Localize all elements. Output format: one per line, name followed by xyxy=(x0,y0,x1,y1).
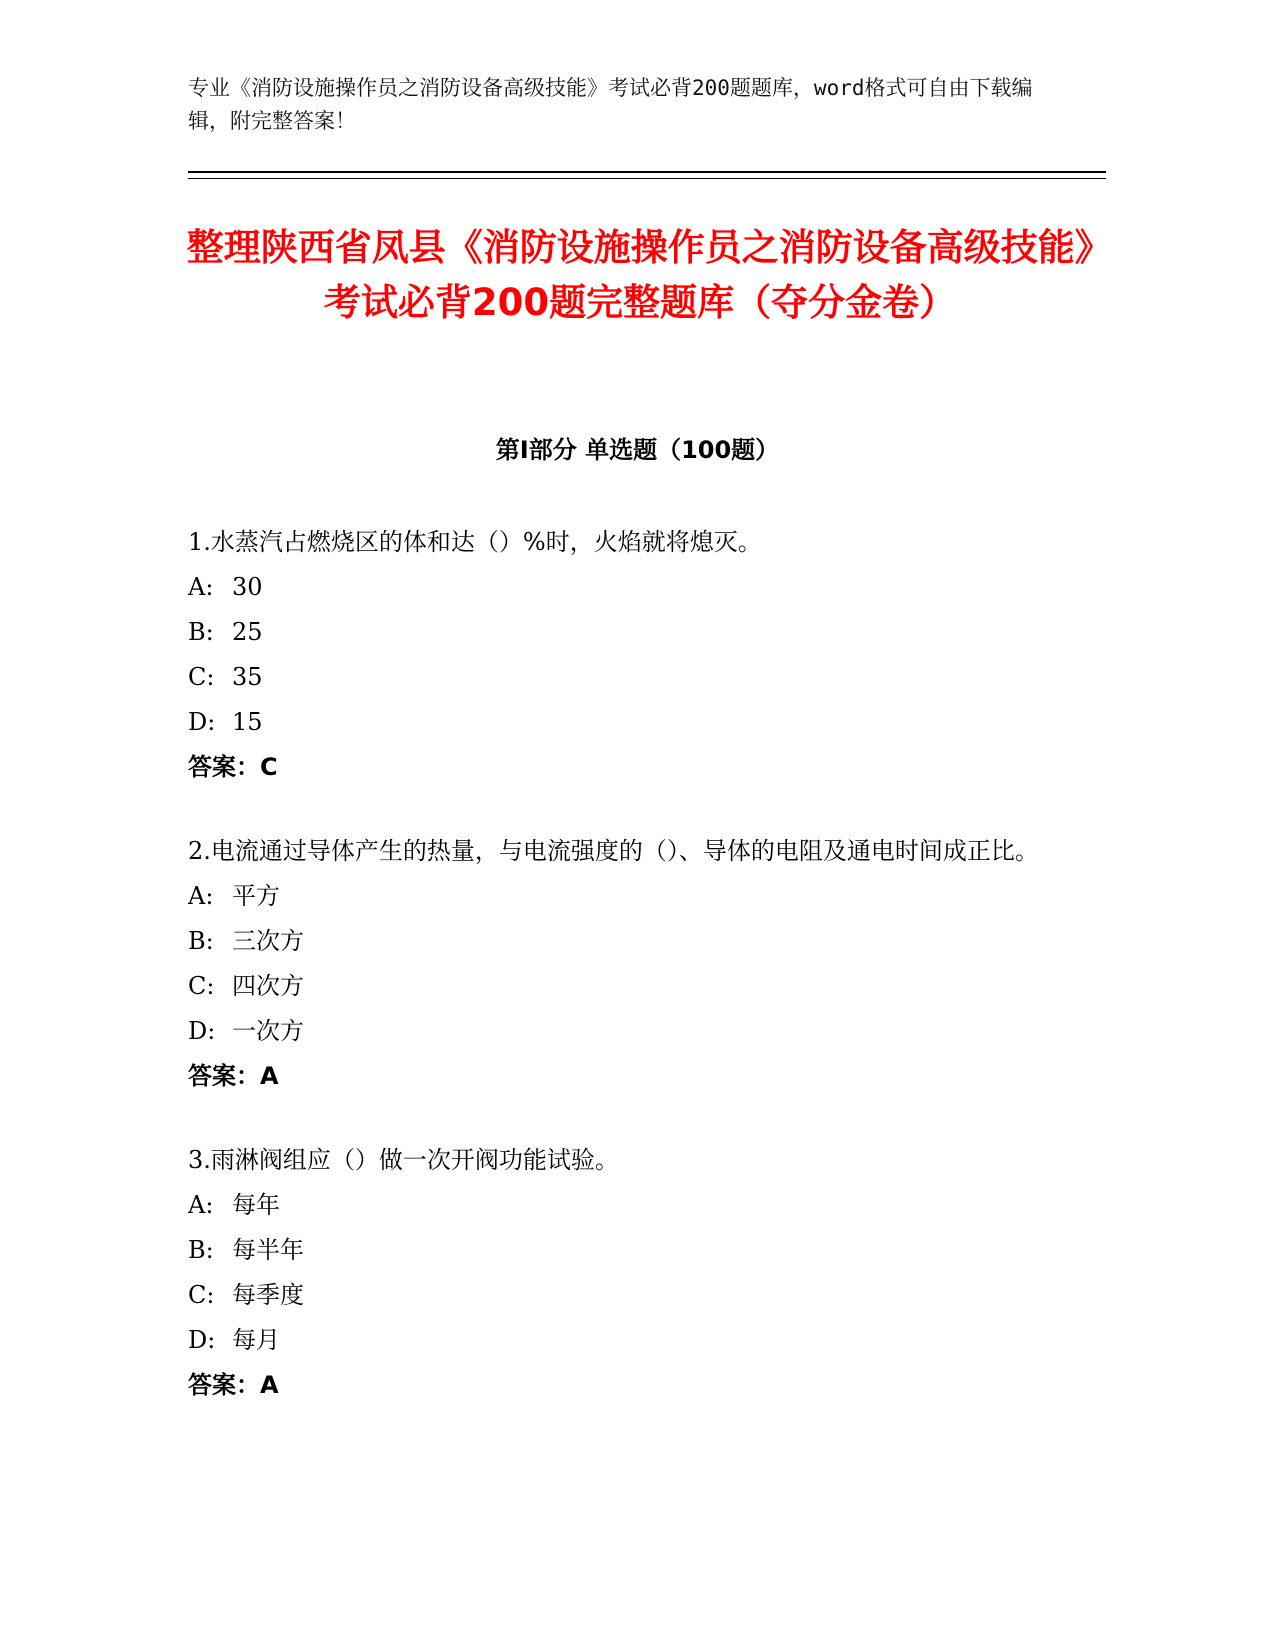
option-text: 四次方 xyxy=(232,972,304,1000)
document-title: 整理陕西省凤县《消防设施操作员之消防设备高级技能》考试必背200题完整题库（夺分金卷） xyxy=(186,226,1094,324)
question-1 xyxy=(188,520,1068,790)
question-stem: 1.水蒸汽占燃烧区的体和达（）%时，火焰就将熄灭。 xyxy=(188,528,762,556)
option-d xyxy=(188,1009,1068,1054)
header-note: 专业《消防设施操作员之消防设备高级技能》考试必背200题题库，word格式可自由下载编辑，附完整答案！ xyxy=(188,76,1033,133)
option-text: 每年 xyxy=(232,1191,280,1219)
option-letter: A: xyxy=(188,573,214,601)
option-text: 30 xyxy=(232,573,263,601)
option-letter: C: xyxy=(188,1281,215,1309)
option-b xyxy=(188,919,1068,964)
option-b xyxy=(188,1228,1068,1273)
section-heading: 第I部分 单选题（100题） xyxy=(495,436,780,464)
option-letter: A: xyxy=(188,1191,214,1219)
option-text: 三次方 xyxy=(232,927,304,955)
option-a xyxy=(188,1183,1068,1228)
question-2 xyxy=(188,829,1068,1099)
question-3 xyxy=(188,1138,1068,1408)
answer: 答案：C xyxy=(188,753,278,781)
option-text: 25 xyxy=(232,618,263,646)
option-text: 一次方 xyxy=(232,1017,304,1045)
header-divider xyxy=(188,171,1106,173)
option-letter: C: xyxy=(188,972,215,1000)
option-letter: B: xyxy=(188,927,214,955)
question-list xyxy=(188,520,1068,1447)
option-text: 35 xyxy=(232,663,263,691)
option-letter: A: xyxy=(188,882,214,910)
option-c xyxy=(188,1273,1068,1318)
option-text: 平方 xyxy=(232,882,280,910)
option-letter: D: xyxy=(188,1326,216,1354)
option-c xyxy=(188,655,1068,700)
option-a xyxy=(188,565,1068,610)
option-letter: B: xyxy=(188,1236,214,1264)
option-text: 每月 xyxy=(232,1326,280,1354)
option-c xyxy=(188,964,1068,1009)
answer: 答案：A xyxy=(188,1371,279,1399)
option-d xyxy=(188,1318,1068,1363)
answer: 答案：A xyxy=(188,1062,279,1090)
option-a xyxy=(188,874,1068,919)
option-b xyxy=(188,610,1068,655)
header-divider-thin xyxy=(188,178,1106,179)
option-letter: D: xyxy=(188,1017,216,1045)
option-text: 15 xyxy=(232,708,263,736)
option-d xyxy=(188,700,1068,745)
question-stem: 3.雨淋阀组应（）做一次开阀功能试验。 xyxy=(188,1146,619,1174)
option-letter: C: xyxy=(188,663,215,691)
option-text: 每季度 xyxy=(232,1281,304,1309)
question-stem: 2.电流通过导体产生的热量，与电流强度的（）、导体的电阻及通电时间成正比。 xyxy=(188,837,1039,865)
option-letter: D: xyxy=(188,708,216,736)
option-text: 每半年 xyxy=(232,1236,304,1264)
option-letter: B: xyxy=(188,618,214,646)
